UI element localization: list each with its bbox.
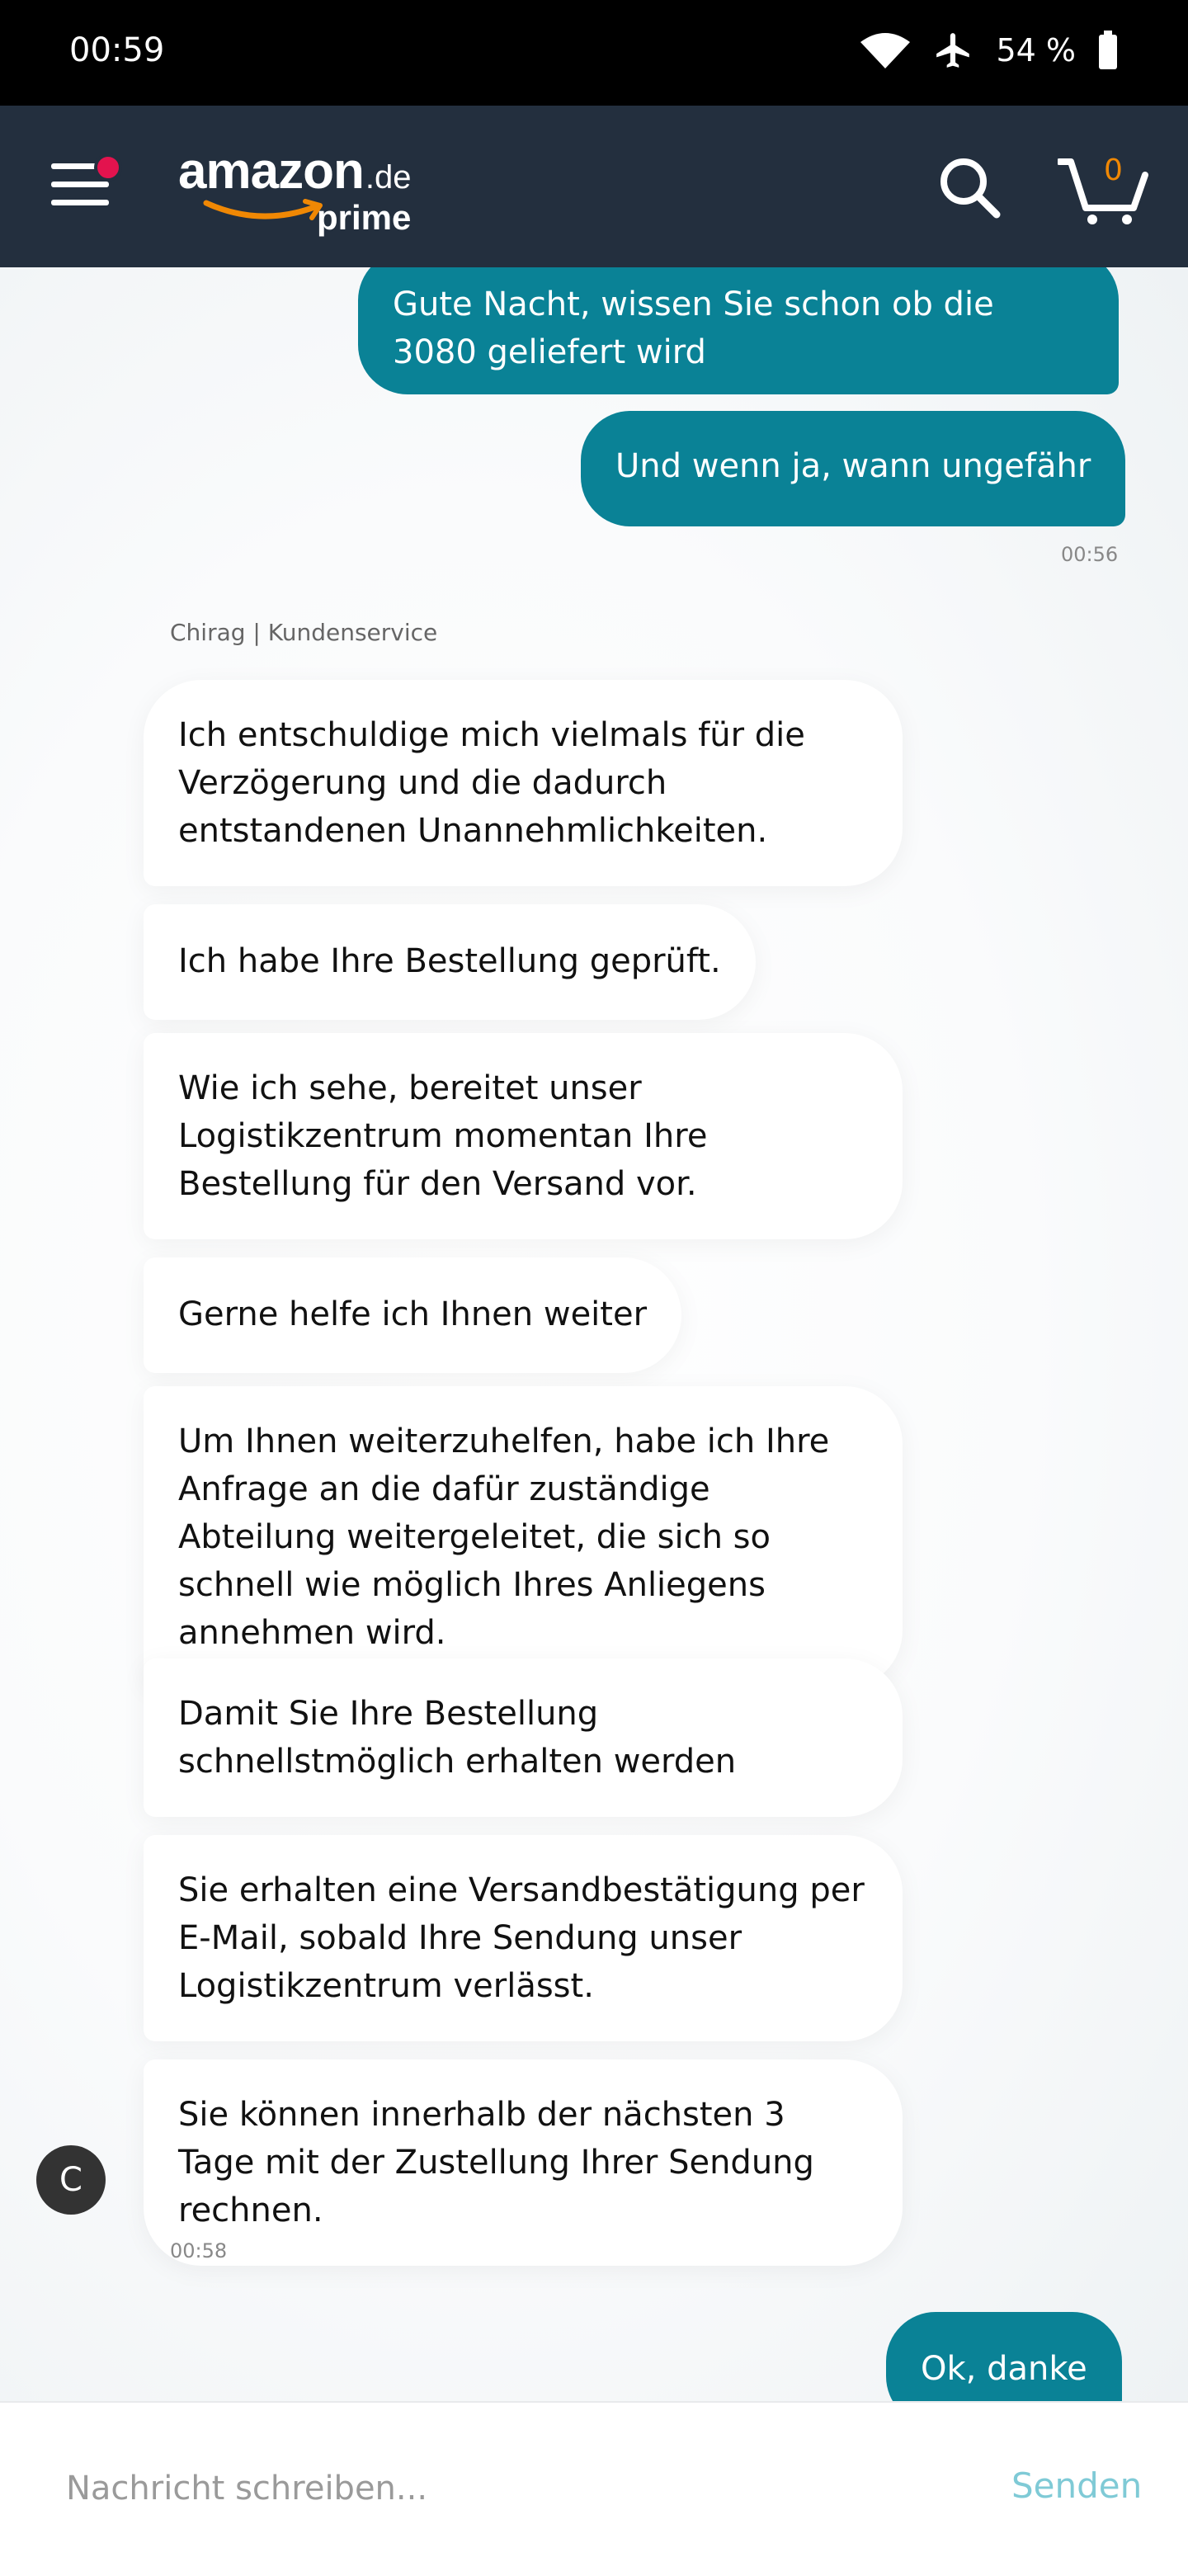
outgoing-message: Gute Nacht, wissen Sie schon ob die 3080 geliefert wird (358, 267, 1119, 394)
logo-main: amazon (178, 143, 364, 200)
agent-avatar: C (36, 2145, 106, 2215)
agent-message: Ich entschuldige mich vielmals für die Verzögerung und die dadurch entstandenen Unannehmlichkeiten. (144, 680, 903, 886)
cart-button[interactable] (1058, 152, 1148, 226)
agent-message: Gerne helfe ich Ihnen weiter (144, 1257, 681, 1373)
outgoing-timestamp: 00:56 (1061, 543, 1119, 566)
agent-message: Damit Sie Ihre Bestellung schnellstmöglich erhalten werden (144, 1658, 903, 1817)
cart-count: 0 (1104, 153, 1123, 187)
outgoing-message: Und wenn ja, wann ungefähr (581, 411, 1125, 526)
airplane-icon (933, 30, 974, 71)
agent-message: Sie erhalten eine Versandbestätigung per E-Mail, sobald Ihre Sendung unser Logistikzentrum verlässt. (144, 1835, 903, 2041)
amazon-smile-icon (203, 198, 327, 228)
agent-timestamp: 00:58 (170, 2239, 228, 2262)
agent-message: Ich habe Ihre Bestellung geprüft. (144, 904, 756, 1020)
amazon-prime-logo[interactable] (178, 142, 412, 237)
logo-tld: .de (365, 159, 412, 196)
battery-icon (1097, 31, 1119, 70)
battery-level: 54 % (996, 32, 1076, 68)
agent-name: Chirag | Kundenservice (170, 619, 438, 646)
search-button[interactable] (937, 155, 1003, 224)
message-composer (0, 2401, 1188, 2576)
menu-button[interactable] (51, 157, 117, 215)
status-bar (0, 0, 1188, 106)
message-input[interactable] (64, 2451, 942, 2526)
agent-message: Sie können innerhalb der nächsten 3 Tage mit der Zustellung Ihrer Sendung rechnen. (144, 2059, 903, 2266)
agent-message: Um Ihnen weiterzuhelfen, habe ich Ihre Anfrage an die dafür zuständige Abteilung weitergeleitet, die sich so schnell wie möglich Ihres Anliegens annehmen wird. (144, 1386, 903, 1688)
agent-message: Wie ich sehe, bereitet unser Logistikzentrum momentan Ihre Bestellung für den Versand vor. (144, 1033, 903, 1239)
chat-thread[interactable] (0, 267, 1188, 2401)
search-icon (937, 155, 1003, 221)
app-header (0, 106, 1188, 267)
cart-icon (1058, 152, 1148, 226)
send-button[interactable]: Senden (1011, 2465, 1143, 2506)
status-icons (859, 30, 1119, 71)
wifi-icon (859, 31, 912, 70)
notification-dot (94, 153, 122, 182)
status-time: 00:59 (69, 31, 165, 69)
outgoing-message: Ok, danke (886, 2312, 1122, 2401)
logo-sub: prime (317, 198, 412, 237)
